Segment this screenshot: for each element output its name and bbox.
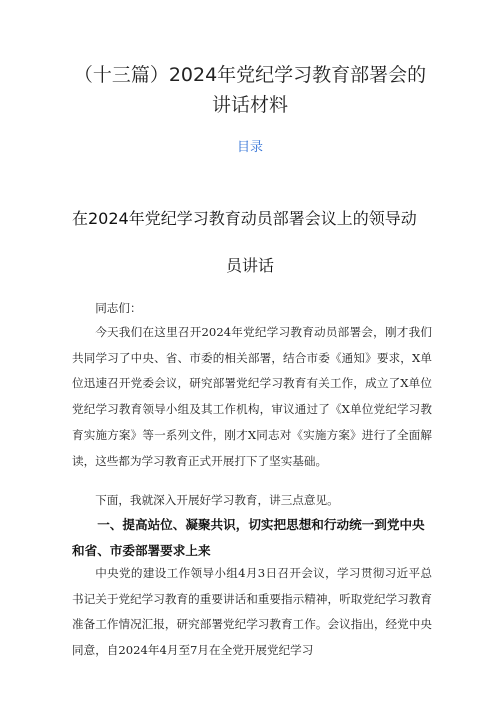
table-of-contents-link[interactable]: 目录 (236, 140, 263, 155)
section-title-line2: 员讲话 (225, 256, 274, 275)
greeting-text: 同志们： (95, 301, 142, 315)
paragraph-2 (72, 488, 432, 514)
paragraph-1 (72, 320, 432, 474)
paragraph-1-text: 今天我们在这里召开2024年党纪学习教育动员部署会，刚才我们共同学习了中央、省、市委的相关部署，结合市委《通知》要求，X单位迅速召开党委会议，研究部署党纪学习教育有关工作，成立了X单位党纪学习教育领导小组及其工作机构，审议通过了《X单位党纪学习教育实施方案》等一系列文件，刚才X同志对《实施方案》进行了全面解读，这些都为学习教育正式开展打下了坚实基础。 (72, 325, 432, 468)
paragraph-2-text: 下面，我就深入开展好学习教育，讲三点意见。 (95, 493, 339, 507)
paragraph-3-text: 中央党的建设工作领导小组4月3日召开会议，学习贯彻习近平总书记关于党纪学习教育的重要讲话和重要指示精神，听取党纪学习教育准备工作情况汇报，研究部署党纪学习教育工作。会议指出，经党中央同意，自2024年4月至7月在全党开展党纪学习 (72, 566, 432, 658)
heading-1 (72, 512, 432, 563)
document-title-line2: 讲话材料 (211, 94, 288, 116)
greeting (72, 296, 432, 322)
heading-1-text: 一、提高站位、凝聚共识，切实把思想和行动统一到党中央和省、市委部署要求上来 (72, 517, 425, 558)
section-title-line1: 在2024年党纪学习教育动员部署会议上的领导动 (72, 209, 417, 228)
document-title-line1: （十三篇）2024年党纪学习教育部署会的 (73, 64, 427, 86)
paragraph-3 (72, 561, 432, 664)
